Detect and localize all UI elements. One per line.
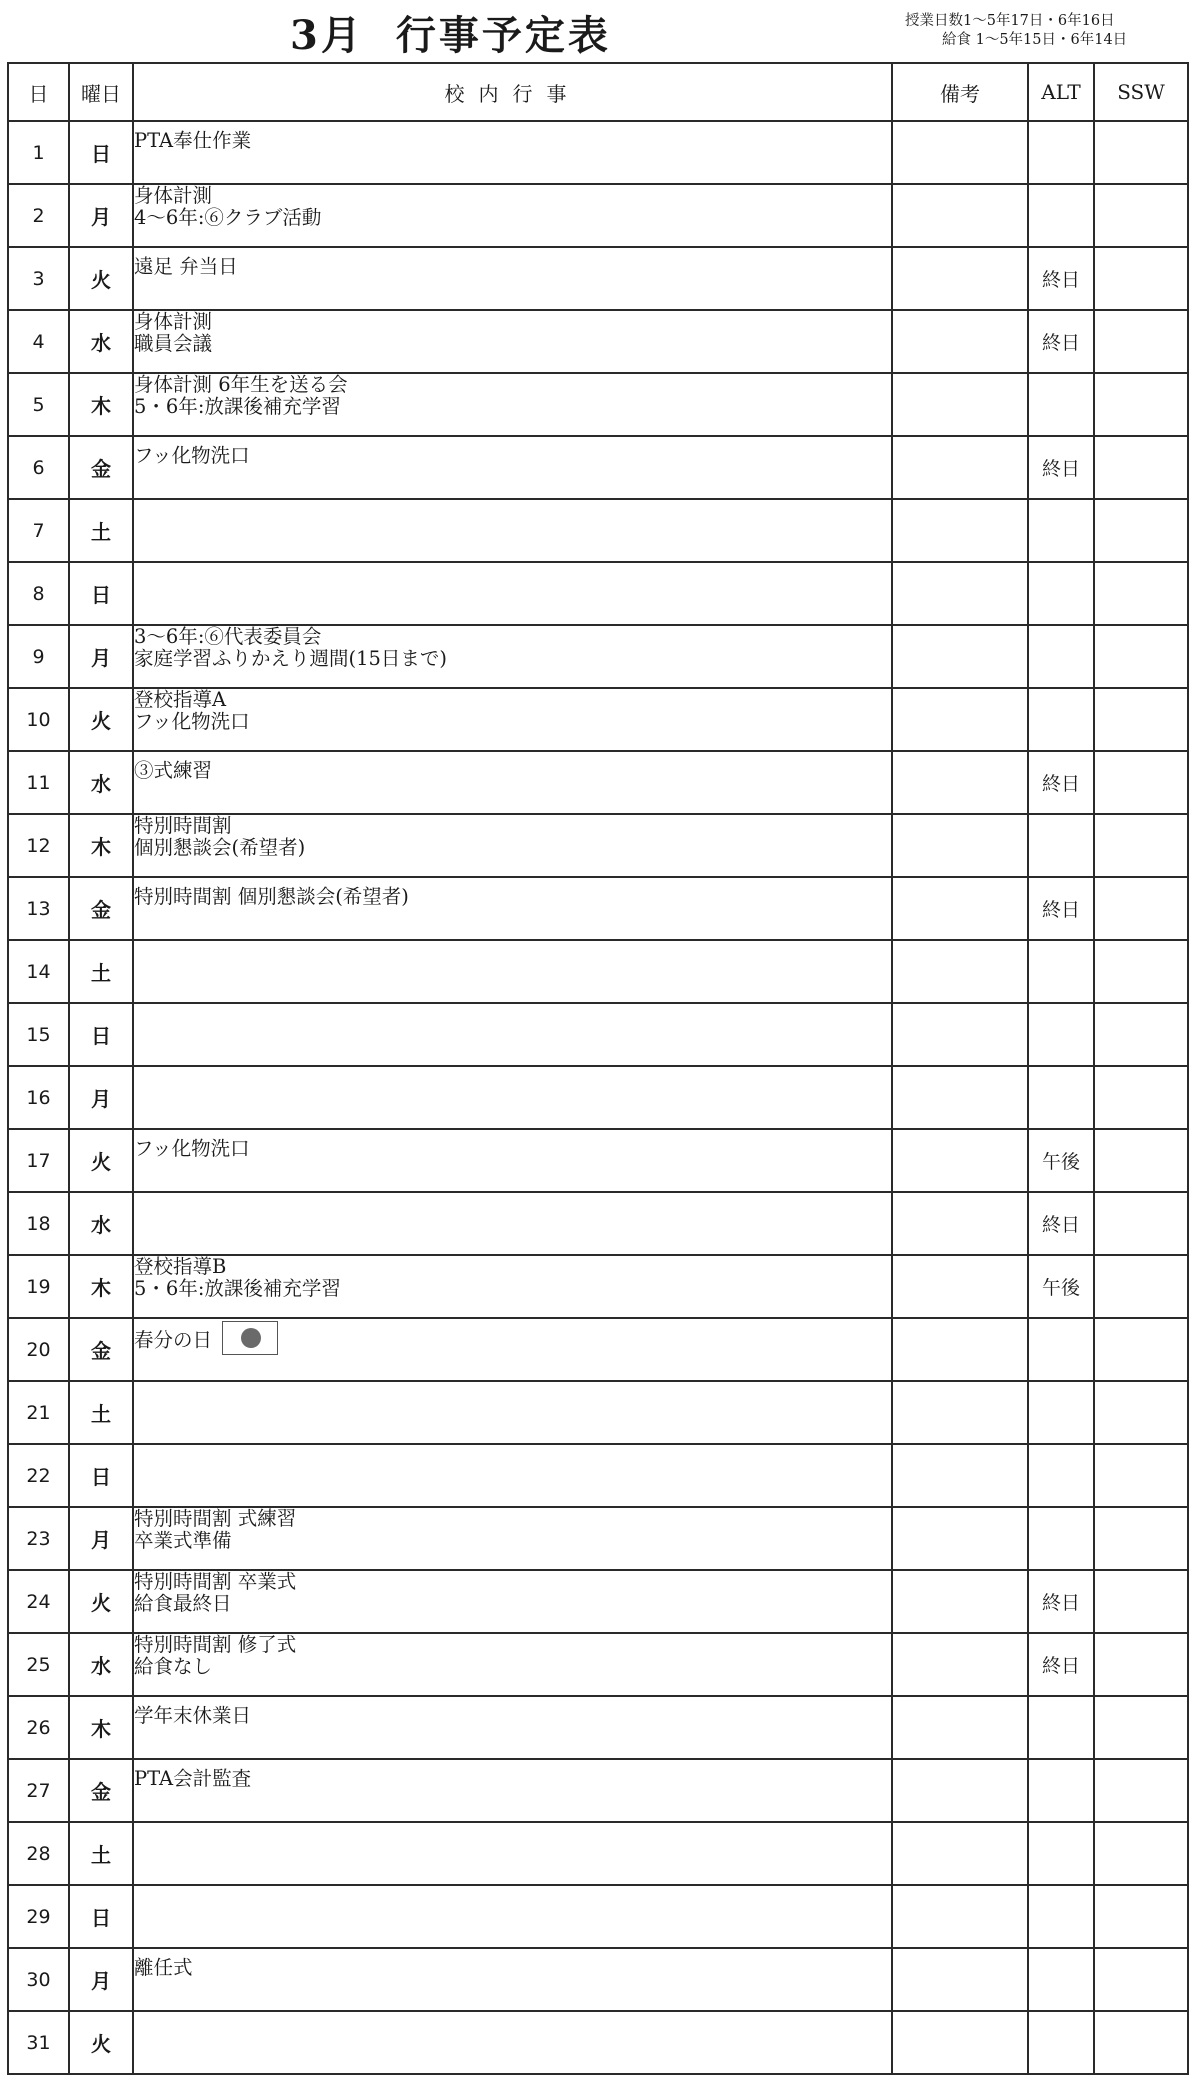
events-cell <box>133 184 892 247</box>
event-text: 特別時間割 卒業式 <box>134 1570 297 1593</box>
day-cell: 12 <box>8 814 69 877</box>
alt-cell <box>1028 1381 1094 1444</box>
page-title <box>290 4 611 61</box>
weekday-cell: 木 <box>69 1255 133 1318</box>
event-text: フッ化物洗口 <box>134 710 250 733</box>
ssw-cell <box>1094 1885 1188 1948</box>
table-row <box>8 1885 1188 1948</box>
event-text: 職員会議 <box>134 332 213 355</box>
weekday-cell: 木 <box>69 373 133 436</box>
notes-cell <box>892 1696 1028 1759</box>
table-row <box>8 1570 1188 1633</box>
weekday-cell: 火 <box>69 247 133 310</box>
notes-cell <box>892 1129 1028 1192</box>
ssw-cell <box>1094 1003 1188 1066</box>
day-cell: 14 <box>8 940 69 1003</box>
weekday-cell: 木 <box>69 814 133 877</box>
schedule-table <box>7 62 1189 2075</box>
weekday-cell: 金 <box>69 877 133 940</box>
notes-cell <box>892 184 1028 247</box>
notes-cell <box>892 688 1028 751</box>
alt-cell: 午後 <box>1028 1255 1094 1318</box>
weekday-cell: 水 <box>69 1192 133 1255</box>
alt-cell <box>1028 499 1094 562</box>
notes-cell <box>892 1255 1028 1318</box>
alt-cell <box>1028 1948 1094 2011</box>
event-label: 特別時間割 個別懇談会(希望者) <box>134 885 409 908</box>
table-row <box>8 1507 1188 1570</box>
ssw-cell <box>1094 1192 1188 1255</box>
ssw-cell <box>1094 1318 1188 1381</box>
day-cell: 1 <box>8 121 69 184</box>
ssw-cell <box>1094 1255 1188 1318</box>
event-text: 3～6年:⑥代表委員会 <box>134 625 322 648</box>
notes-cell <box>892 1885 1028 1948</box>
ssw-cell <box>1094 1507 1188 1570</box>
weekday-cell: 火 <box>69 2011 133 2074</box>
alt-cell <box>1028 625 1094 688</box>
event-text <box>134 886 891 908</box>
table-row <box>8 310 1188 373</box>
ssw-cell <box>1094 688 1188 751</box>
notes-cell <box>892 1066 1028 1129</box>
ssw-cell <box>1094 121 1188 184</box>
events-cell <box>133 1822 892 1885</box>
table-row <box>8 1192 1188 1255</box>
table-header-row <box>8 63 1188 121</box>
events-cell <box>133 1003 892 1066</box>
day-cell: 29 <box>8 1885 69 1948</box>
day-cell: 21 <box>8 1381 69 1444</box>
col-header-weekday: 曜日 <box>69 63 133 121</box>
weekday-cell: 金 <box>69 1759 133 1822</box>
event-text: 給食最終日 <box>134 1592 232 1615</box>
ssw-cell <box>1094 814 1188 877</box>
weekday-cell: 金 <box>69 436 133 499</box>
day-cell: 10 <box>8 688 69 751</box>
notes-cell <box>892 1444 1028 1507</box>
notes-cell <box>892 1822 1028 1885</box>
day-cell: 27 <box>8 1759 69 1822</box>
weekday-cell: 日 <box>69 1003 133 1066</box>
notes-cell <box>892 877 1028 940</box>
day-cell: 23 <box>8 1507 69 1570</box>
table-row <box>8 1696 1188 1759</box>
table-row <box>8 2011 1188 2074</box>
table-row <box>8 499 1188 562</box>
day-cell: 17 <box>8 1129 69 1192</box>
table-row <box>8 1003 1188 1066</box>
alt-cell <box>1028 184 1094 247</box>
schedule-body <box>8 121 1188 2074</box>
notes-cell <box>892 625 1028 688</box>
events-cell <box>133 877 892 940</box>
weekday-cell: 土 <box>69 1822 133 1885</box>
day-cell: 8 <box>8 562 69 625</box>
weekday-cell: 水 <box>69 310 133 373</box>
events-cell <box>133 499 892 562</box>
day-cell: 7 <box>8 499 69 562</box>
event-text <box>134 1327 891 1355</box>
events-cell <box>133 814 892 877</box>
event-label: フッ化物洗口 <box>134 1137 250 1160</box>
table-row <box>8 184 1188 247</box>
flag-circle <box>241 1328 261 1348</box>
notes-cell <box>892 373 1028 436</box>
day-cell: 13 <box>8 877 69 940</box>
event-label: フッ化物洗口 <box>134 444 250 467</box>
day-cell: 16 <box>8 1066 69 1129</box>
ssw-cell <box>1094 877 1188 940</box>
alt-cell <box>1028 562 1094 625</box>
col-header-day: 日 <box>8 63 69 121</box>
events-cell <box>133 1444 892 1507</box>
day-cell: 30 <box>8 1948 69 2011</box>
title-text: 行事予定表 <box>395 12 611 59</box>
event-text: 身体計測 <box>134 184 213 207</box>
day-cell: 19 <box>8 1255 69 1318</box>
events-cell <box>133 373 892 436</box>
table-row <box>8 688 1188 751</box>
event-text <box>134 1138 891 1160</box>
ssw-cell <box>1094 310 1188 373</box>
alt-cell: 終日 <box>1028 436 1094 499</box>
day-cell: 20 <box>8 1318 69 1381</box>
alt-cell: 午後 <box>1028 1129 1094 1192</box>
day-cell: 31 <box>8 2011 69 2074</box>
event-text: 5・6年:放課後補充学習 <box>134 1277 341 1300</box>
weekday-cell: 木 <box>69 1696 133 1759</box>
table-row <box>8 121 1188 184</box>
ssw-cell <box>1094 562 1188 625</box>
notes-cell <box>892 1633 1028 1696</box>
ssw-cell <box>1094 1444 1188 1507</box>
events-cell <box>133 940 892 1003</box>
weekday-cell: 月 <box>69 1948 133 2011</box>
col-header-notes: 備考 <box>892 63 1028 121</box>
alt-cell <box>1028 1507 1094 1570</box>
event-label: 遠足 弁当日 <box>134 255 238 278</box>
weekday-cell: 日 <box>69 1444 133 1507</box>
event-label: PTA奉仕作業 <box>134 129 252 152</box>
alt-cell <box>1028 688 1094 751</box>
alt-cell <box>1028 121 1094 184</box>
weekday-cell: 月 <box>69 184 133 247</box>
event-text <box>134 130 891 152</box>
weekday-cell: 金 <box>69 1318 133 1381</box>
weekday-cell: 月 <box>69 1066 133 1129</box>
event-text: 登校指導A <box>134 688 227 711</box>
events-cell <box>133 247 892 310</box>
alt-cell <box>1028 1444 1094 1507</box>
ssw-cell <box>1094 1129 1188 1192</box>
ssw-cell <box>1094 373 1188 436</box>
col-header-alt: ALT <box>1028 63 1094 121</box>
events-cell <box>133 1192 892 1255</box>
notes-cell <box>892 247 1028 310</box>
table-row <box>8 1948 1188 2011</box>
table-row <box>8 625 1188 688</box>
notes-cell <box>892 310 1028 373</box>
events-cell <box>133 1381 892 1444</box>
event-text: 登校指導B <box>134 1255 227 1278</box>
table-row <box>8 1444 1188 1507</box>
alt-cell <box>1028 940 1094 1003</box>
ssw-cell <box>1094 247 1188 310</box>
notes-cell <box>892 1507 1028 1570</box>
event-text: 卒業式準備 <box>134 1529 232 1552</box>
ssw-cell <box>1094 1822 1188 1885</box>
notes-cell <box>892 1759 1028 1822</box>
col-header-events: 校内行事 <box>133 63 892 121</box>
notes-cell <box>892 1570 1028 1633</box>
alt-cell <box>1028 1318 1094 1381</box>
weekday-cell: 日 <box>69 121 133 184</box>
weekday-cell: 土 <box>69 499 133 562</box>
events-cell <box>133 1255 892 1318</box>
ssw-cell <box>1094 184 1188 247</box>
event-text <box>134 445 891 467</box>
alt-cell <box>1028 814 1094 877</box>
notes-cell <box>892 814 1028 877</box>
alt-cell <box>1028 1822 1094 1885</box>
ssw-cell <box>1094 1759 1188 1822</box>
alt-cell <box>1028 2011 1094 2074</box>
events-cell <box>133 1507 892 1570</box>
notes-cell <box>892 940 1028 1003</box>
table-row <box>8 1066 1188 1129</box>
event-label: 学年末休業日 <box>134 1704 252 1727</box>
events-cell <box>133 625 892 688</box>
weekday-cell: 水 <box>69 751 133 814</box>
event-text: 特別時間割 修了式 <box>134 1633 297 1656</box>
event-label: 春分の日 <box>134 1328 213 1352</box>
events-cell <box>133 2011 892 2074</box>
table-row <box>8 940 1188 1003</box>
day-cell: 11 <box>8 751 69 814</box>
alt-cell <box>1028 1696 1094 1759</box>
notes-cell <box>892 1192 1028 1255</box>
day-cell: 2 <box>8 184 69 247</box>
notes-cell <box>892 751 1028 814</box>
events-cell <box>133 310 892 373</box>
japan-flag-icon <box>222 1321 278 1355</box>
ssw-cell <box>1094 2011 1188 2074</box>
alt-cell: 終日 <box>1028 751 1094 814</box>
day-cell: 3 <box>8 247 69 310</box>
table-row <box>8 436 1188 499</box>
alt-cell: 終日 <box>1028 1633 1094 1696</box>
day-cell: 22 <box>8 1444 69 1507</box>
day-cell: 24 <box>8 1570 69 1633</box>
table-row <box>8 1822 1188 1885</box>
ssw-cell <box>1094 751 1188 814</box>
weekday-cell: 月 <box>69 625 133 688</box>
ssw-cell <box>1094 1570 1188 1633</box>
table-row <box>8 751 1188 814</box>
summary-notes <box>905 12 1127 50</box>
ssw-cell <box>1094 1696 1188 1759</box>
alt-cell <box>1028 1066 1094 1129</box>
table-row <box>8 814 1188 877</box>
events-cell <box>133 1318 892 1381</box>
alt-cell: 終日 <box>1028 1192 1094 1255</box>
weekday-cell: 火 <box>69 1570 133 1633</box>
ssw-cell <box>1094 1948 1188 2011</box>
alt-cell <box>1028 1885 1094 1948</box>
event-text: 身体計測 6年生を送る会 <box>134 373 348 396</box>
alt-cell <box>1028 373 1094 436</box>
event-label: ③式練習 <box>134 759 213 782</box>
day-cell: 6 <box>8 436 69 499</box>
weekday-cell: 日 <box>69 562 133 625</box>
weekday-cell: 土 <box>69 940 133 1003</box>
table-row <box>8 877 1188 940</box>
col-header-ssw: SSW <box>1094 63 1188 121</box>
events-cell <box>133 436 892 499</box>
notes-cell <box>892 1003 1028 1066</box>
day-cell: 26 <box>8 1696 69 1759</box>
ssw-cell <box>1094 625 1188 688</box>
event-text <box>134 1957 891 1979</box>
table-row <box>8 247 1188 310</box>
table-row <box>8 1633 1188 1696</box>
events-cell <box>133 121 892 184</box>
event-text: 特別時間割 式練習 <box>134 1507 297 1530</box>
day-cell: 4 <box>8 310 69 373</box>
weekday-cell: 火 <box>69 688 133 751</box>
weekday-cell: 火 <box>69 1129 133 1192</box>
events-cell <box>133 1129 892 1192</box>
day-cell: 15 <box>8 1003 69 1066</box>
event-text: 4～6年:⑥クラブ活動 <box>134 206 322 229</box>
notes-cell <box>892 2011 1028 2074</box>
ssw-cell <box>1094 436 1188 499</box>
events-cell <box>133 562 892 625</box>
notes-cell <box>892 1318 1028 1381</box>
day-cell: 9 <box>8 625 69 688</box>
notes-cell <box>892 562 1028 625</box>
weekday-cell: 日 <box>69 1885 133 1948</box>
alt-cell <box>1028 1759 1094 1822</box>
event-text: 給食なし <box>134 1655 213 1678</box>
table-row <box>8 373 1188 436</box>
alt-cell: 終日 <box>1028 877 1094 940</box>
events-cell <box>133 1696 892 1759</box>
event-text: 個別懇談会(希望者) <box>134 836 306 859</box>
event-text <box>134 760 891 782</box>
events-cell <box>133 1885 892 1948</box>
event-text: 特別時間割 <box>134 814 232 837</box>
notes-cell <box>892 436 1028 499</box>
day-cell: 5 <box>8 373 69 436</box>
events-cell <box>133 1570 892 1633</box>
event-text <box>134 256 891 278</box>
events-cell <box>133 688 892 751</box>
alt-cell: 終日 <box>1028 310 1094 373</box>
event-text <box>134 1705 891 1727</box>
events-cell <box>133 1633 892 1696</box>
event-text: 身体計測 <box>134 310 213 333</box>
events-cell <box>133 751 892 814</box>
day-cell: 28 <box>8 1822 69 1885</box>
notes-cell <box>892 499 1028 562</box>
table-row <box>8 1255 1188 1318</box>
table-row <box>8 1129 1188 1192</box>
notes-cell <box>892 1948 1028 2011</box>
events-cell <box>133 1948 892 2011</box>
event-text: 家庭学習ふりかえり週間(15日まで) <box>134 647 448 670</box>
day-cell: 25 <box>8 1633 69 1696</box>
lunch-days-note: 給食 1～5年15日・6年14日 <box>942 32 1128 48</box>
title-month: 3月 <box>290 12 364 59</box>
ssw-cell <box>1094 499 1188 562</box>
events-cell <box>133 1759 892 1822</box>
table-row <box>8 1381 1188 1444</box>
weekday-cell: 土 <box>69 1381 133 1444</box>
page-header <box>0 0 1200 58</box>
ssw-cell <box>1094 1381 1188 1444</box>
alt-cell: 終日 <box>1028 1570 1094 1633</box>
event-text <box>134 1768 891 1790</box>
day-cell: 18 <box>8 1192 69 1255</box>
ssw-cell <box>1094 1633 1188 1696</box>
school-days-note: 授業日数1～5年17日・6年16日 <box>905 13 1115 29</box>
ssw-cell <box>1094 1066 1188 1129</box>
weekday-cell: 月 <box>69 1507 133 1570</box>
ssw-cell <box>1094 940 1188 1003</box>
alt-cell <box>1028 1003 1094 1066</box>
event-text: 5・6年:放課後補充学習 <box>134 395 341 418</box>
alt-cell: 終日 <box>1028 247 1094 310</box>
table-row <box>8 1759 1188 1822</box>
notes-cell <box>892 1381 1028 1444</box>
notes-cell <box>892 121 1028 184</box>
events-cell <box>133 1066 892 1129</box>
weekday-cell: 水 <box>69 1633 133 1696</box>
table-row <box>8 1318 1188 1381</box>
table-row <box>8 562 1188 625</box>
event-label: PTA会計監査 <box>134 1767 252 1790</box>
event-label: 離任式 <box>134 1956 193 1979</box>
